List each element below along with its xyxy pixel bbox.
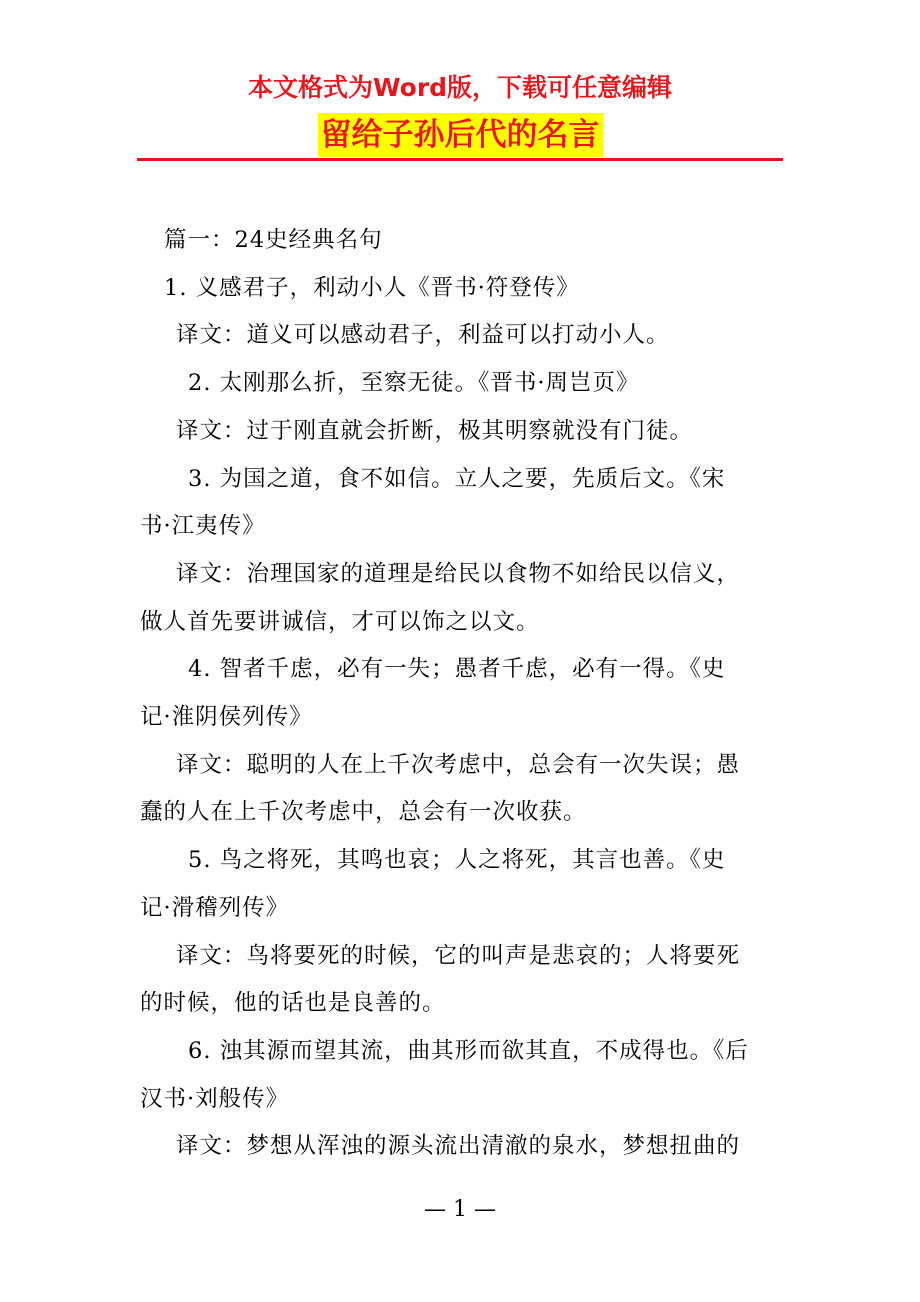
translation-line: 译文：鸟将要死的时候，它的叫声是悲哀的；人将要死 <box>176 942 741 969</box>
translation-line: 译文：治理国家的道理是给民以食物不如给民以信义， <box>176 560 741 587</box>
translation-line: 译文：道义可以感动君子，利益可以打动小人。 <box>176 322 670 349</box>
download-notice: 本文格式为Word版，下载可任意编辑 <box>247 73 673 102</box>
document-title: 留给子孙后代的名言 <box>318 113 603 157</box>
quote-line-continued: 书·江夷传》 <box>140 513 266 540</box>
quote-line-continued: 汉书·刘般传》 <box>140 1085 290 1112</box>
quote-line-continued: 记·滑稽列传》 <box>140 894 290 921</box>
translation-line-continued: 蠢的人在上千次考虑中，总会有一次收获。 <box>140 799 587 826</box>
quote-line: 2. 太刚那么折，至察无徒。《晋书·周岂页》 <box>188 370 640 397</box>
translation-line-continued: 的时候，他的话也是良善的。 <box>140 990 446 1017</box>
quote-line-continued: 记·淮阴侯列传》 <box>140 704 313 731</box>
quote-line: 4. 智者千虑，必有一失；愚者千虑，必有一得。《史 <box>188 656 726 683</box>
translation-line-continued: 做人首先要讲诚信，才可以饰之以文。 <box>140 608 540 635</box>
title-container <box>0 113 920 157</box>
quote-line: 3. 为国之道，食不如信。立人之要，先质后文。《宋 <box>188 465 726 492</box>
section-heading: 篇一：24史经典名句 <box>164 227 383 253</box>
document-body <box>140 217 780 1171</box>
title-divider <box>137 158 783 161</box>
quote-line: 6. 浊其源而望其流，曲其形而欲其直，不成得也。《后 <box>188 1037 749 1064</box>
quote-line: 5. 鸟之将死，其鸣也哀；人之将死，其言也善。《史 <box>188 847 726 874</box>
translation-line: 译文：聪明的人在上千次考虑中，总会有一次失误；愚 <box>176 751 741 778</box>
translation-line: 译文：过于刚直就会折断，极其明察就没有门徒。 <box>176 417 694 444</box>
quote-line: 1. 义感君子，利动小人《晋书·符登传》 <box>164 274 580 301</box>
translation-line: 译文：梦想从浑浊的源头流出清澈的泉水，梦想扭曲的 <box>176 1133 741 1160</box>
page-number: — 1 — <box>424 1197 496 1222</box>
